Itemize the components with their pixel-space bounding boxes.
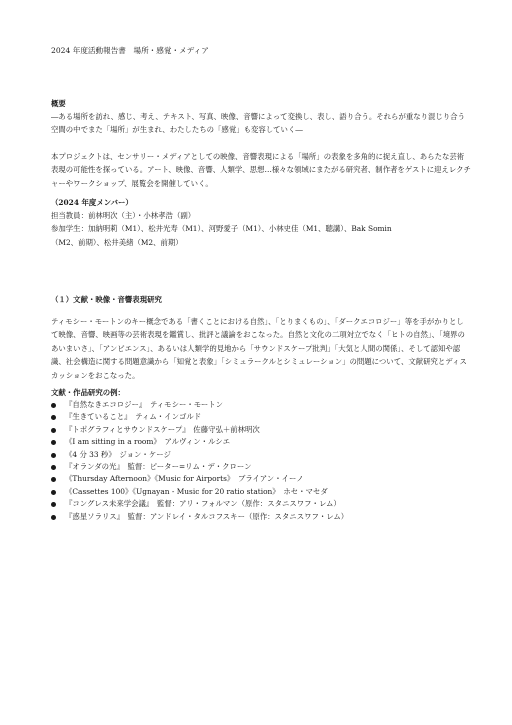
bullet-icon [51, 415, 56, 420]
works-list [51, 399, 471, 523]
overview-text: ―ある場所を訪れ、感じ、考え、テキスト、写真、映像、音響によって変換し、表し、語り合う。それらが重なり混じり合う空間の中でまた「場所」が生まれ、わたしたちの「感覚」も変容していく― [51, 112, 465, 135]
faculty-line: 担当教員：前林明次（主）・小林孝浩（副） [51, 211, 196, 220]
list-item-text: 『惑星ソラリス』 監督：アンドレイ・タルコフスキー（原作：スタニスワフ・レム） [65, 511, 349, 521]
works-heading: 文献・作品研究の例： [51, 388, 125, 397]
list-item [51, 498, 471, 510]
students-line: 参加学生：加納明莉（M1）、松井光寿（M1）、河野愛子（M1）、小林史佳（M1、聴講）、Bak Somin [51, 224, 392, 234]
bullet-icon [51, 490, 56, 495]
list-item-text: 《I am sitting in a room》 アルヴィン・ルシエ [65, 437, 231, 447]
list-item-text: 《Thursday Afternoon》《Music for Airports》 ブライアン・イーノ [65, 474, 304, 484]
members-list [51, 209, 471, 249]
list-item [51, 411, 471, 423]
bullet-icon [51, 428, 56, 433]
section-heading: （１）文献・映像・音響表現研究 [51, 295, 162, 304]
list-item-text: 《4 分 33 秒》 ジョン・ケージ [65, 449, 171, 459]
overview-heading: 概要 [51, 99, 66, 108]
bullet-icon [51, 453, 56, 458]
list-item-text: 《Cassettes 100》《Ugnayan - Music for 20 ratio station》 ホセ・マセダ [65, 486, 328, 496]
list-item-text: 『トポグラフィとサウンドスケープ』 佐藤守弘＋前林明次 [65, 424, 260, 434]
list-item [51, 436, 471, 448]
members-heading: （2024 年度メンバー） [51, 198, 133, 207]
list-item [51, 461, 471, 473]
bullet-icon [51, 515, 56, 520]
list-item [51, 424, 471, 436]
list-item [51, 473, 471, 485]
bullet-icon [51, 440, 56, 445]
project-description: 本プロジェクトは、センサリー・メディアとしての映像、音響表現による「場所」の表象を多角的に捉え直し、あらたな芸術表現の可能性を探っている。アート、映像、音響、人類学、思想…様々な領域にまたがる研究者、制作者をゲストに迎えレクチャーやワークショップ、展覧会を開催していく。 [51, 152, 471, 188]
document-title: 2024 年度活動報告書 場所・感覚・メディア [51, 46, 209, 55]
list-item [51, 449, 471, 461]
list-item [51, 486, 471, 498]
bullet-icon [51, 477, 56, 482]
section-text: ティモシー・モートンのキー概念である「書くことにおける自然」、「とりまくもの」、「ダークエコロジー」等を手がかりとして映像、音響、映画等の芸術表現を鑑賞し、批評と議論をおこなった。自然と文化の二項対立でなく「ヒトの自然」、「境界のあいまいさ」、「アンビエンス」、あるいは人類学的見地から「サウンドスケープ批判」「大気と人間の関係」、そして認知や認識、社会構造に関する問題意識から「知覚と表象」「シミュラークルとシミュレーション」の問題について、文献研究とディスカッションをおこなった。 [51, 317, 467, 380]
list-item [51, 511, 471, 523]
list-item-text: 『自然なきエコロジー』 ティモシー・モートン [65, 400, 224, 409]
list-item [51, 399, 471, 411]
list-item-text: 『生きていること』 ティム・インゴルド [65, 412, 202, 422]
list-item-text: 『オランダの光』 監督：ピーター=リム・デ・クローン [65, 461, 252, 471]
students-line-continued: （M2、前期）、松井美緒（M2、前期） [51, 237, 183, 247]
list-item-text: 『コングレス未来学会議』 監督：アリ・フォルマン（原作：スタニスワフ・レム） [65, 499, 341, 509]
bullet-icon [51, 403, 56, 408]
bullet-icon [51, 465, 56, 470]
bullet-icon [51, 502, 56, 507]
